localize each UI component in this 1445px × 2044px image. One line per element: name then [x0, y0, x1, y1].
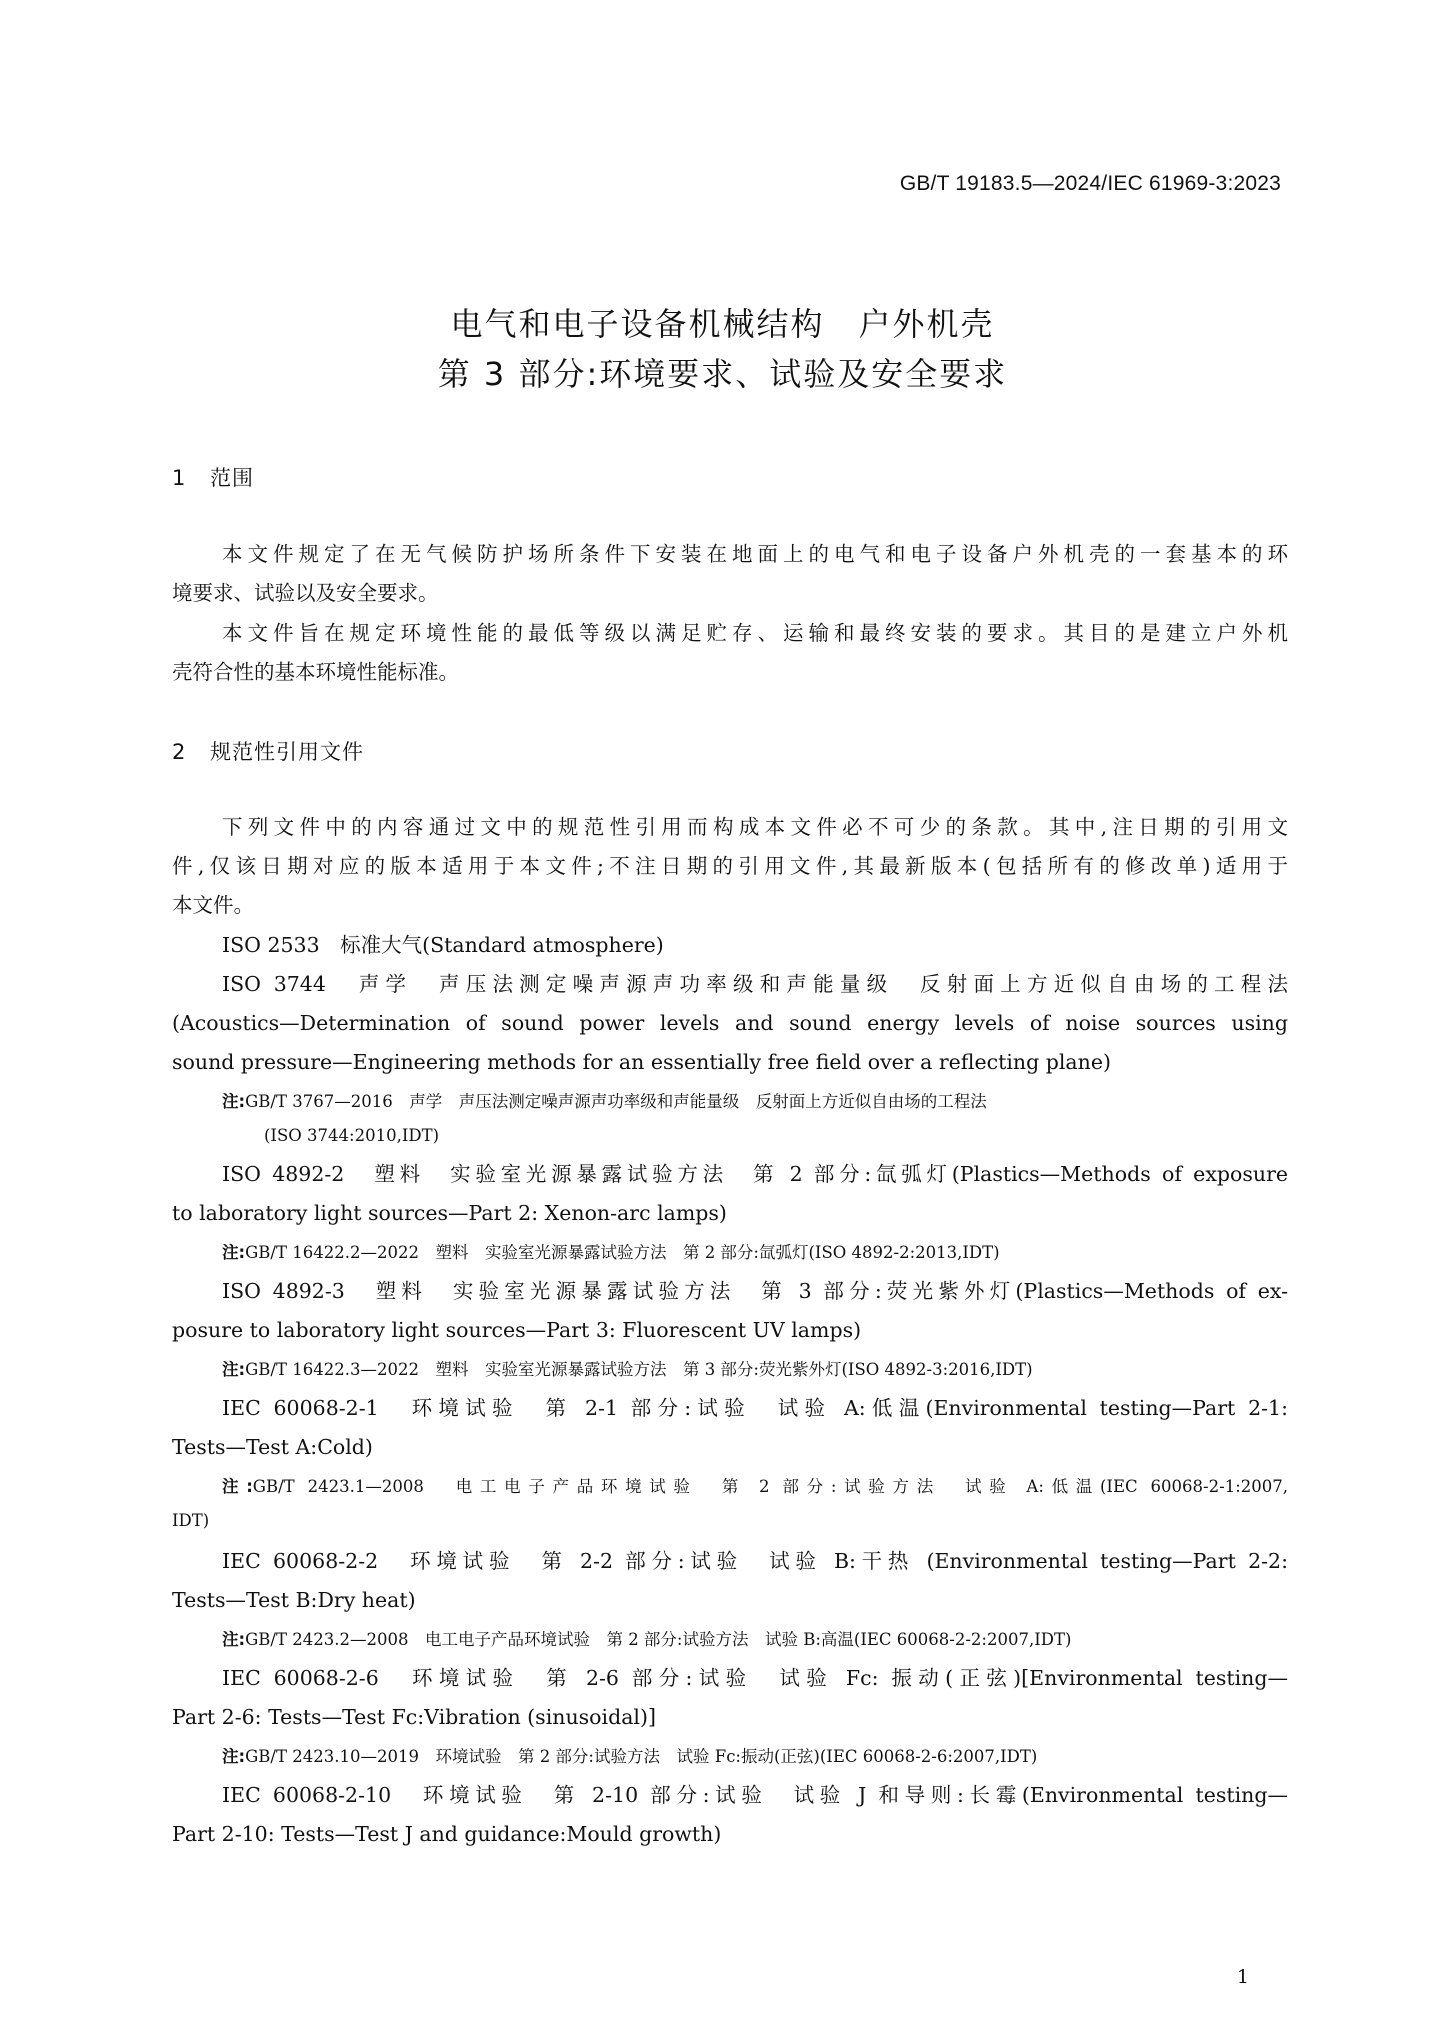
note-label: 注: [222, 1477, 253, 1496]
refs-intro-line-3: 本文件。 [172, 893, 254, 917]
note-text: GB/T 2423.1—2008 电工电子产品环境试验 第 2 部分:试验方法 试验 A:低温(IEC 60068-2-1:2007, [252, 1477, 1288, 1496]
refs-intro-line-2: 件,仅该日期对应的版本适用于本文件;不注日期的引用文件,其最新版本(包括所有的修改单)适用于 [172, 854, 1288, 878]
note-gb-2423-1-line-2: IDT) [172, 1511, 210, 1530]
note-label: 注: [222, 1243, 246, 1262]
scope-paragraph-2-line-2: 壳符合性的基本环境性能标准。 [172, 660, 459, 684]
document-title-line-1: 电气和电子设备机械结构 户外机壳 [450, 305, 995, 343]
note-gb-2423-10 [222, 1740, 1288, 1774]
note-label: 注: [222, 1092, 246, 1111]
section-number: 1 [172, 466, 187, 490]
note-gb-16422-3 [222, 1353, 1288, 1387]
note-label: 注: [222, 1360, 246, 1379]
note-text: GB/T 16422.2—2022 塑料 实验室光源暴露试验方法 第 2 部分:氙弧灯(ISO 4892-2:2013,IDT) [245, 1243, 1000, 1262]
refs-intro-line-1: 下列文件中的内容通过文中的规范性引用而构成本文件必不可少的条款。其中,注日期的引用文 [222, 815, 1288, 839]
section-title: 范围 [210, 466, 254, 490]
reference-iso-4892-2-line-2: to laboratory light sources—Part 2: Xenon-arc lamps) [172, 1201, 727, 1225]
reference-iec-60068-2-10-line-2: Part 2-10: Tests—Test J and guidance:Mould growth) [172, 1822, 722, 1846]
reference-iso-4892-3-line-1: ISO 4892-3 塑料 实验室光源暴露试验方法 第 3 部分:荧光紫外灯(Plastics—Methods of ex- [222, 1279, 1288, 1303]
scope-paragraph-1-line-1: 本文件规定了在无气候防护场所条件下安装在地面上的电气和电子设备户外机壳的一套基本的环 [222, 542, 1288, 566]
standard-code: GB/T 19183.5—2024/IEC 61969-3:2023 [899, 172, 1281, 195]
section-1-heading [172, 462, 254, 492]
note-gb-3767 [222, 1085, 1288, 1119]
page-number: 1 [1236, 1966, 1249, 1988]
section-title: 规范性引用文件 [210, 740, 364, 764]
reference-iec-60068-2-6-line-1: IEC 60068-2-6 环境试验 第 2-6 部分:试验 试验 Fc: 振动(正弦)[Environmental testing— [222, 1666, 1288, 1690]
note-label: 注: [222, 1630, 246, 1649]
section-number: 2 [172, 740, 187, 764]
reference-iec-60068-2-1-line-2: Tests—Test A:Cold) [172, 1435, 373, 1459]
scope-paragraph-2-line-1: 本文件旨在规定环境性能的最低等级以满足贮存、运输和最终安装的要求。其目的是建立户外机 [222, 621, 1288, 645]
document-title-line-2: 第 3 部分:环境要求、试验及安全要求 [437, 355, 1008, 393]
note-text: GB/T 2423.2—2008 电工电子产品环境试验 第 2 部分:试验方法 试验 B:高温(IEC 60068-2-2:2007,IDT) [245, 1630, 1072, 1649]
note-text: GB/T 16422.3—2022 塑料 实验室光源暴露试验方法 第 3 部分:荧光紫外灯(ISO 4892-3:2016,IDT) [245, 1360, 1033, 1379]
reference-iec-60068-2-1-line-1: IEC 60068-2-1 环境试验 第 2-1 部分:试验 试验 A:低温(Environmental testing—Part 2-1: [222, 1396, 1288, 1420]
note-gb-2423-2 [222, 1623, 1288, 1657]
reference-iso-3744-line-1: ISO 3744 声学 声压法测定噪声源声功率级和声能量级 反射面上方近似自由场的工程法 [222, 972, 1288, 996]
reference-iso-4892-3-line-2: posure to laboratory light sources—Part 3: Fluorescent UV lamps) [172, 1318, 862, 1342]
reference-iec-60068-2-2-line-2: Tests—Test B:Dry heat) [172, 1588, 416, 1612]
note-text: GB/T 3767—2016 声学 声压法测定噪声源声功率级和声能量级 反射面上方近似自由场的工程法 [245, 1092, 987, 1111]
reference-iec-60068-2-6-line-2: Part 2-6: Tests—Test Fc:Vibration (sinusoidal)] [172, 1705, 656, 1729]
note-gb-2423-1 [222, 1470, 1288, 1504]
note-gb-3767-line-2: (ISO 3744:2010,IDT) [264, 1126, 440, 1145]
section-2-heading [172, 736, 364, 766]
note-label: 注: [222, 1747, 246, 1766]
note-text: GB/T 2423.10—2019 环境试验 第 2 部分:试验方法 试验 Fc:振动(正弦)(IEC 60068-2-6:2007,IDT) [245, 1747, 1038, 1766]
reference-iso-3744-line-3: sound pressure—Engineering methods for an essentially free field over a reflecting plane) [172, 1050, 1111, 1074]
scope-paragraph-1-line-2: 境要求、试验以及安全要求。 [172, 581, 439, 605]
reference-iec-60068-2-10-line-1: IEC 60068-2-10 环境试验 第 2-10 部分:试验 试验 J 和导则:长霉(Environmental testing— [222, 1783, 1288, 1807]
reference-iec-60068-2-2-line-1: IEC 60068-2-2 环境试验 第 2-2 部分:试验 试验 B:干热 (Environmental testing—Part 2-2: [222, 1549, 1288, 1573]
note-gb-16422-2 [222, 1236, 1288, 1270]
reference-iso-4892-2-line-1: ISO 4892-2 塑料 实验室光源暴露试验方法 第 2 部分:氙弧灯(Plastics—Methods of exposure [222, 1162, 1288, 1186]
reference-iso-2533: ISO 2533 标准大气(Standard atmosphere) [222, 933, 664, 957]
reference-iso-3744-line-2: (Acoustics—Determination of sound power levels and sound energy levels of noise sources using [172, 1011, 1288, 1035]
